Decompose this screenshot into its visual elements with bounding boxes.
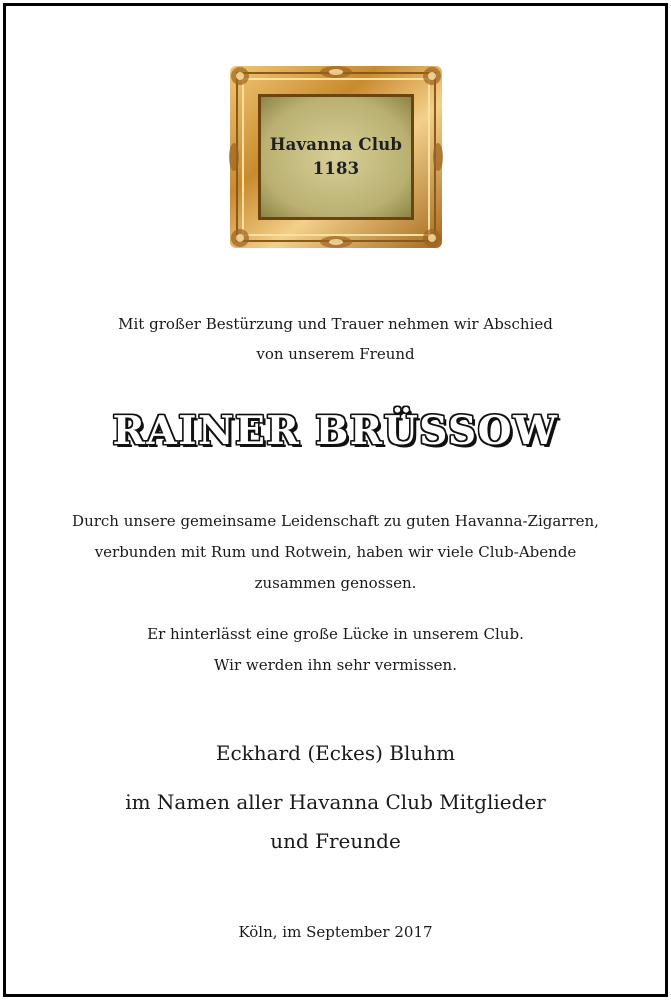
body-line-3: zusammen genossen. [254, 574, 417, 592]
intro-line-2: von unserem Freund [256, 345, 415, 363]
signature-line-3: und Freunde [270, 829, 401, 853]
plaque-number: 1183 [312, 159, 360, 178]
plaque-title: Havanna Club [269, 135, 403, 154]
signature-name: Eckhard (Eckes) Bluhm [215, 741, 456, 765]
signature-line-2: im Namen aller Havanna Club Mitglieder [125, 790, 546, 814]
place-date: Köln, im September 2017 [238, 923, 433, 941]
body-line-2: verbunden mit Rum und Rotwein, haben wir viele Club-Abende [94, 543, 577, 561]
body-line-4: Er hinterlässt eine große Lücke in unserem Club. [147, 625, 524, 643]
body-line-5: Wir werden ihn sehr vermissen. [214, 656, 457, 674]
body-line-1: Durch unsere gemeinsame Leidenschaft zu guten Havanna-Zigarren, [72, 512, 599, 530]
intro-line-1: Mit großer Bestürzung und Trauer nehmen wir Abschied [118, 315, 553, 333]
gilded-frame-image [228, 64, 444, 250]
deceased-name: RAINER BRÜSSOW [112, 408, 559, 454]
